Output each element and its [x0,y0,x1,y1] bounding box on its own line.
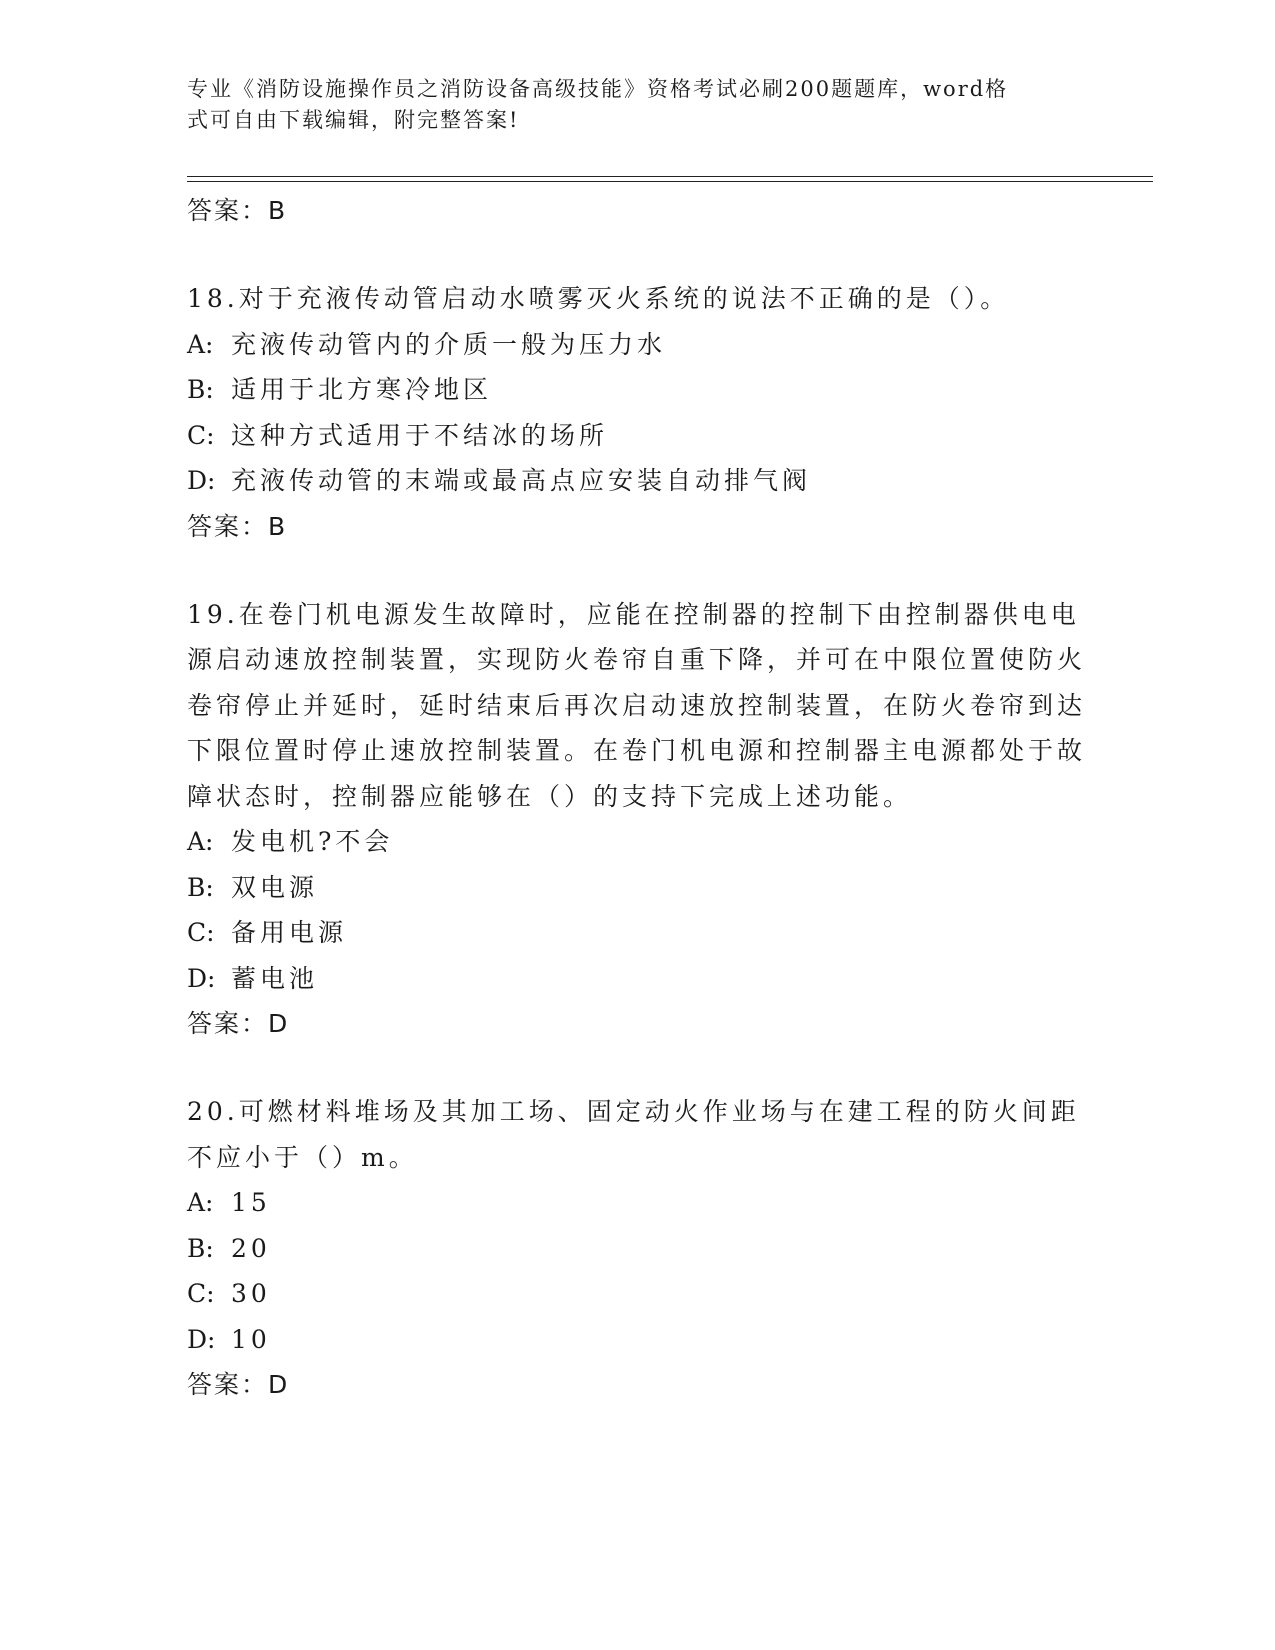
question-20 [187,1089,1087,1407]
option-c [187,1271,1087,1317]
option-c [187,413,1087,459]
header-divider-bottom [187,181,1153,182]
option-key: B: [187,1233,214,1263]
option-text: 20 [231,1233,271,1263]
option-key: B: [187,872,214,902]
header-line-2: 式可自由下载编辑，附完整答案! [187,108,520,132]
option-key: B: [187,375,214,404]
option-a [187,819,1087,865]
option-a [187,322,1087,368]
option-text: 适用于北方寒冷地区 [231,375,493,404]
option-text: 备用电源 [231,918,348,947]
question-list [187,188,1087,1407]
option-a [187,1180,1087,1226]
option-b [187,865,1087,911]
option-key: A: [187,329,214,359]
question-18 [187,276,1087,549]
document-header [187,74,1087,136]
option-text: 双电源 [231,872,319,902]
option-d [187,458,1087,504]
answer-line: 答案：B [187,196,288,225]
option-text: 充液传动管内的介质一般为压力水 [231,329,667,359]
header-line-1: 专业《消防设施操作员之消防设备高级技能》资格考试必刷200题题库，word格 [187,77,1009,101]
answer-line: 答案：D [187,1009,290,1038]
option-key: D: [187,963,216,993]
answer-line: 答案：D [187,1370,290,1399]
question-stem: 18.对于充液传动管启动水喷雾灭火系统的说法不正确的是（）。 [187,284,1010,313]
option-text: 30 [231,1279,271,1308]
option-b [187,367,1087,413]
option-key: C: [187,918,215,947]
option-key: A: [187,1188,214,1217]
option-text: 这种方式适用于不结冰的场所 [231,420,609,450]
option-b [187,1226,1087,1272]
question-19 [187,592,1087,1047]
option-key: C: [187,1279,215,1308]
option-text: 充液传动管的末端或最高点应安装自动排气阀 [231,466,812,495]
option-d [187,1317,1087,1363]
question-stem: 19.在卷门机电源发生故障时，应能在控制器的控制下由控制器供电电源启动速放控制装置，实现防火卷帘自重下降，并可在中限位置使防火卷帘停止并延时，延时结束后再次启动速放控制装置，在防火卷帘到达下限位置时停止速放控制装置。在卷门机电源和控制器主电源都处于故障状态时，控制器应能够在（）的支持下完成上述功能。 [187,599,1087,811]
option-key: A: [187,827,214,856]
option-key: C: [187,420,215,450]
option-d [187,956,1087,1002]
option-text: 15 [231,1188,271,1217]
header-divider-top [187,176,1153,177]
option-key: D: [187,466,216,495]
option-text: 发电机?不会 [231,827,394,856]
option-text: 10 [231,1324,271,1354]
question-stem: 20.可燃材料堆场及其加工场、固定动火作业场与在建工程的防火间距不应小于（）m。 [187,1097,1080,1172]
option-text: 蓄电池 [231,963,319,993]
answer-line: 答案：B [187,511,288,541]
option-c [187,910,1087,956]
option-key: D: [187,1324,216,1354]
